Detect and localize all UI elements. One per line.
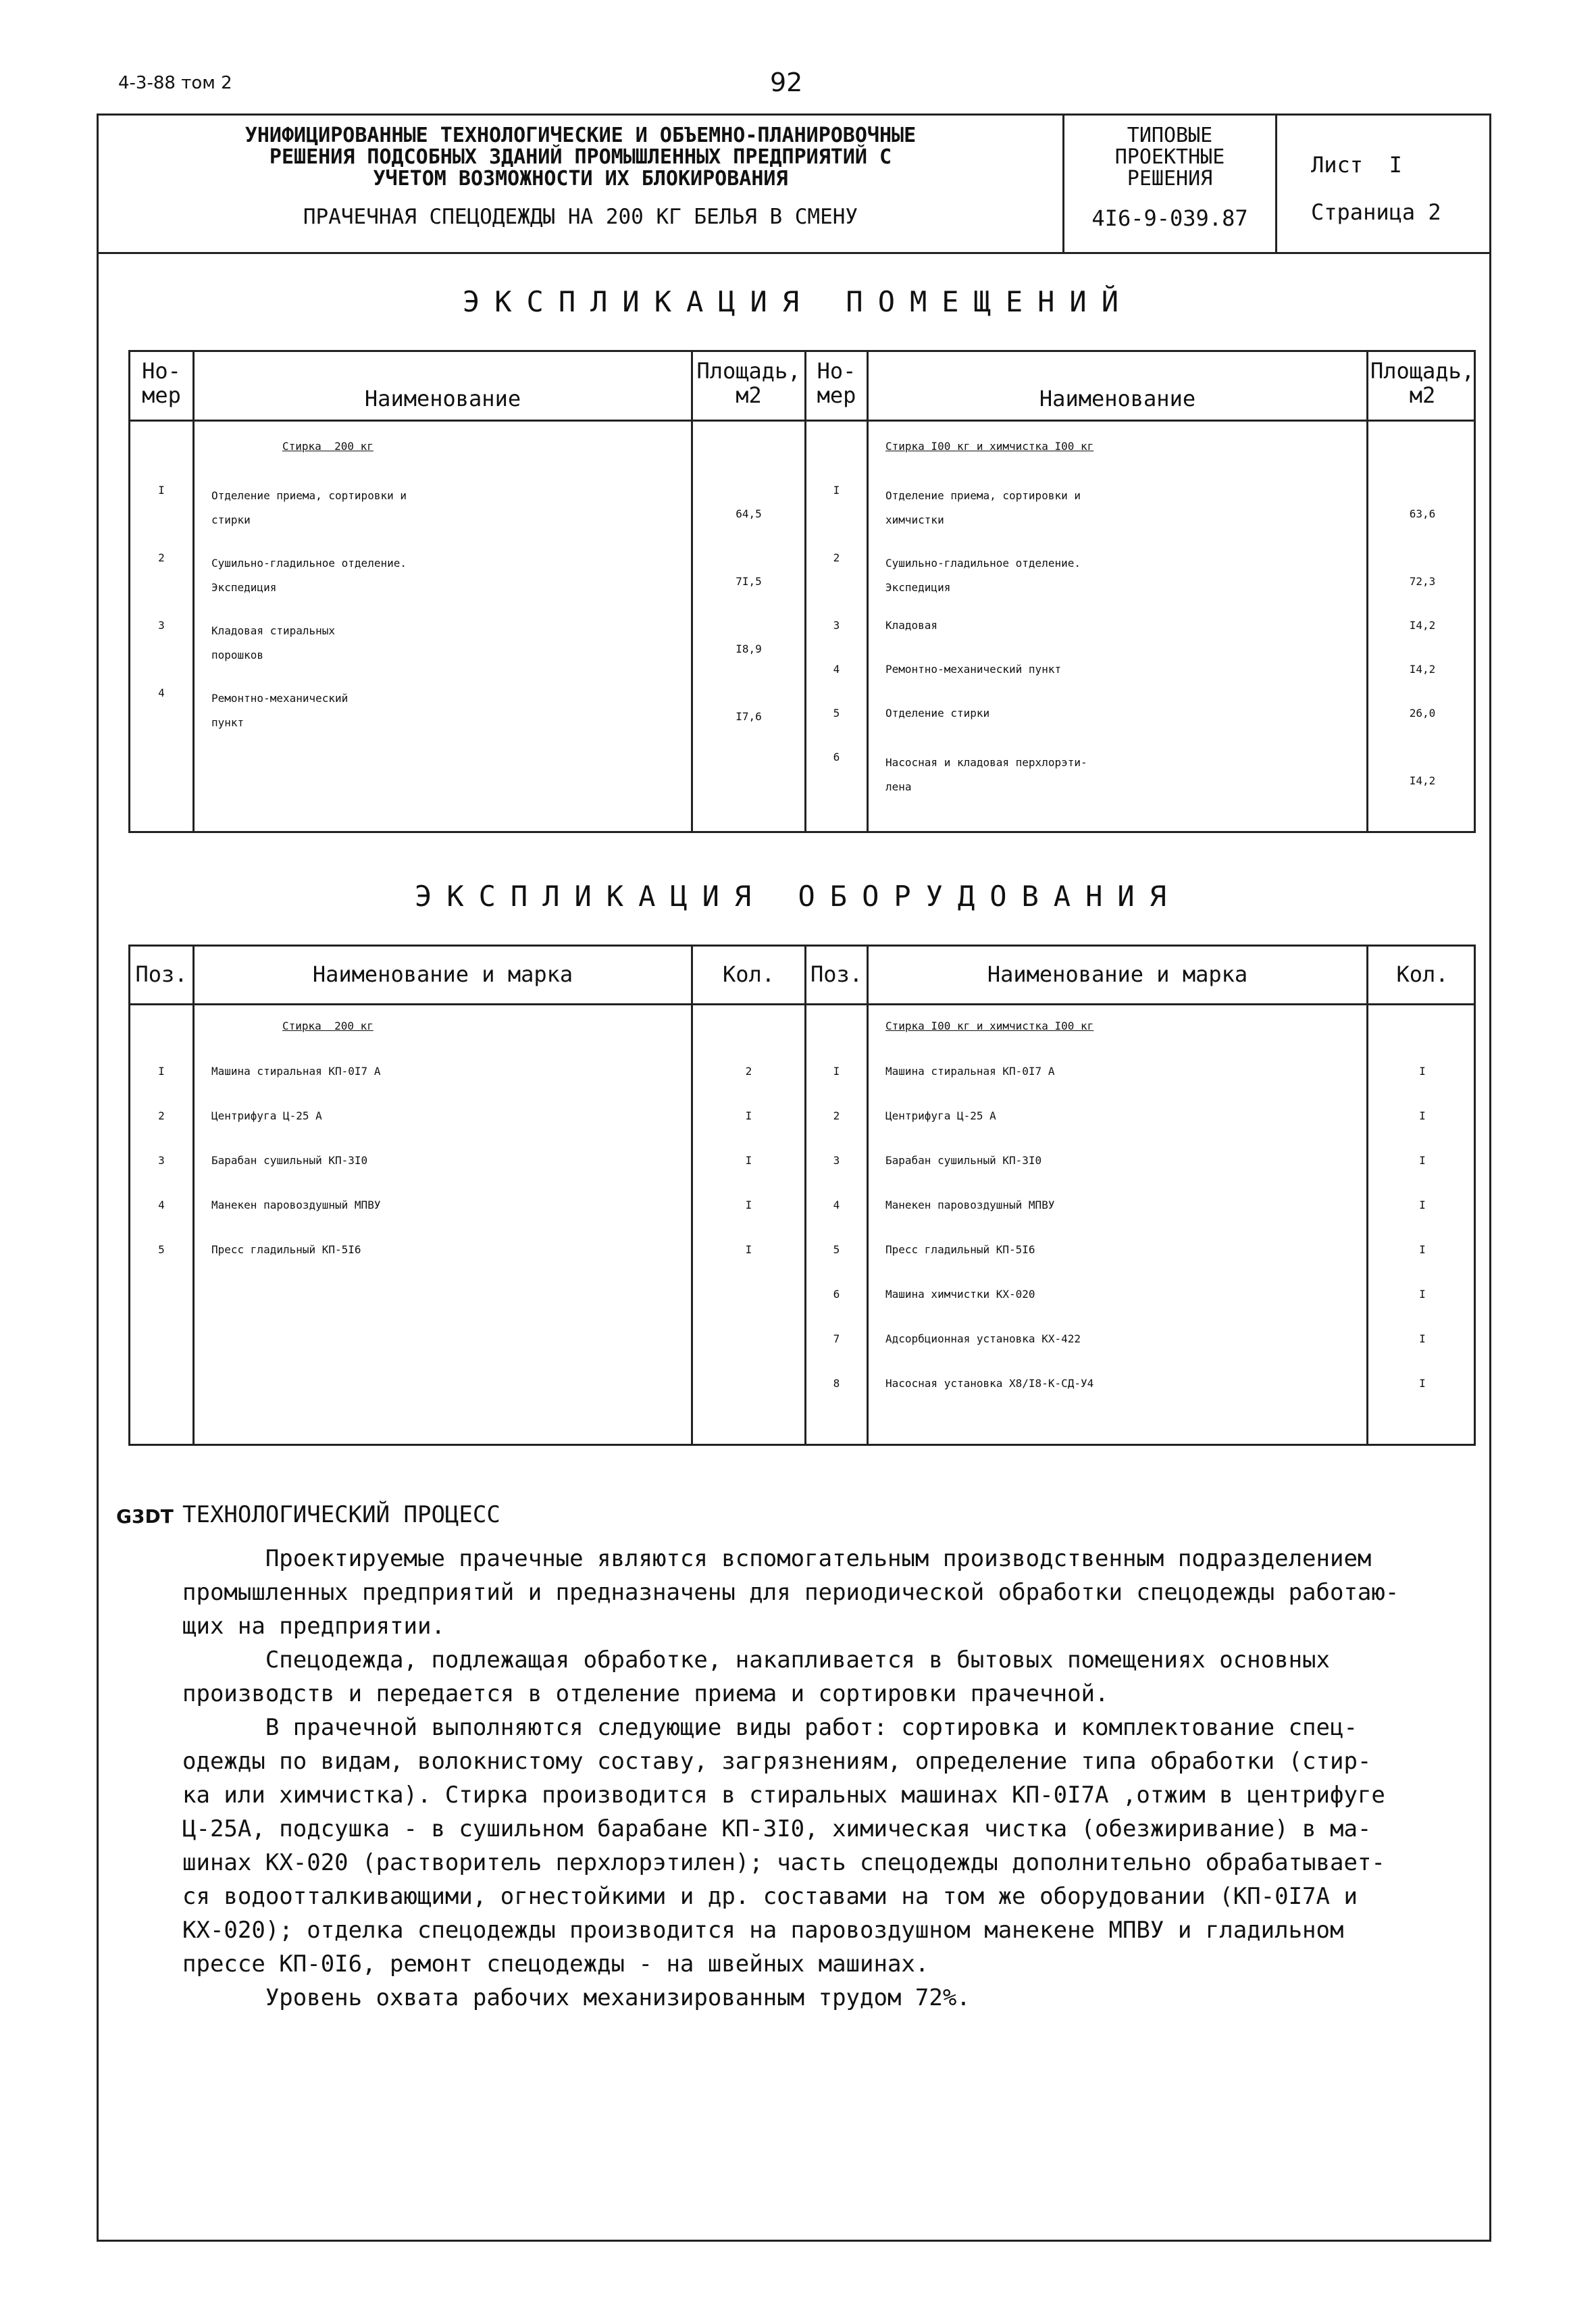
rooms-col-number: Но- мер [817, 358, 856, 408]
room-number: 2 [833, 551, 840, 564]
equipment-qty: I [1419, 1332, 1426, 1345]
room-number: I [833, 484, 840, 497]
equipment-left-group: Стирка 200 кг [282, 1020, 374, 1032]
title-block-type [1064, 116, 1277, 252]
room-name: Насосная и кладовая перхлорэти- лена [885, 756, 1087, 793]
rooms-col-area: Площадь, м2 [1370, 358, 1475, 408]
text-line: производств и передается в отделение приема и сортировки прачечной. [182, 1680, 1109, 1707]
room-area: I4,2 [1409, 663, 1436, 676]
room-name: Кладовая стиральных порошков [211, 624, 336, 661]
room-number: 4 [833, 663, 840, 676]
equipment-name: Машина стиральная КП-0I7 А [885, 1065, 1055, 1078]
equipment-qty: I [1419, 1243, 1426, 1256]
text-line: КХ-020); отделка спецодежды производится на паровоздушном манекене МПВУ и гладильном [182, 1917, 1344, 1944]
equipment-qty: I [745, 1109, 752, 1122]
equipment-pos: 2 [833, 1109, 840, 1122]
type-line: ТИПОВЫЕ [1127, 124, 1213, 147]
text-line: В прачечной выполняются следующие виды работ: сортировка и комплектование спец- [182, 1714, 1358, 1741]
equipment-qty: I [1419, 1109, 1426, 1122]
room-name: Сушильно-гладильное отделение. Экспедиция [211, 557, 407, 594]
text-line: Уровень охвата рабочих механизированным трудом 72%. [182, 1984, 971, 2011]
equipment-col-name: Наименование и марка [312, 961, 573, 987]
equipment-pos: I [158, 1065, 165, 1078]
text-line: прессе КП-0I6, ремонт спецодежды - на швейных машинах. [182, 1951, 929, 1978]
equipment-name: Центрифуга Ц-25 А [211, 1109, 322, 1122]
room-name: Ремонтно-механический пункт [211, 692, 349, 729]
room-area: I4,2 [1409, 619, 1436, 632]
equipment-pos: 4 [833, 1199, 840, 1211]
room-area: I8,9 [736, 643, 762, 655]
equipment-pos: 3 [833, 1154, 840, 1167]
equipment-qty: I [1419, 1154, 1426, 1167]
text-line: Проектируемые прачечные являются вспомогательным производственным подразделением [182, 1545, 1372, 1572]
room-area: 7I,5 [736, 575, 762, 588]
equipment-pos: I [833, 1065, 840, 1078]
equipment-qty: I [745, 1243, 752, 1256]
equipment-pos: 4 [158, 1199, 165, 1211]
text-line: ка или химчистка). Стирка производится в стиральных машинах КП-0I7А ,отжим в центрифуге [182, 1782, 1385, 1809]
equipment-pos: 7 [833, 1332, 840, 1345]
rooms-col-number: Но- мер [142, 358, 181, 408]
equipment-name: Барабан сушильный КП-3I0 [211, 1154, 368, 1167]
rooms-left-group: Стирка 200 кг [282, 440, 374, 453]
room-area: 63,6 [1409, 507, 1436, 520]
equipment-qty: 2 [745, 1065, 752, 1078]
text-line: ся водоотталкивающими, огнестойкими и др. составами на том же оборудовании (КП-0I7А и [182, 1883, 1358, 1910]
equipment-right-group: Стирка I00 кг и химчистка I00 кг [885, 1020, 1094, 1032]
equipment-name: Машина химчистки КХ-020 [885, 1288, 1035, 1301]
equipment-col-qty: Кол. [722, 961, 775, 987]
process-heading: ТЕХНОЛОГИЧЕСКИЙ ПРОЦЕСС [182, 1501, 500, 1528]
room-name: Сушильно-гладильное отделение. Экспедиция [885, 557, 1081, 594]
equipment-qty: I [1419, 1065, 1426, 1078]
rooms-col-area: Площадь, м2 [696, 358, 801, 408]
room-number: 2 [158, 551, 165, 564]
room-number: 4 [158, 686, 165, 699]
equipment-section-title: ЭКСПЛИКАЦИЯ ОБОРУДОВАНИЯ [415, 880, 1181, 913]
equipment-qty: I [1419, 1288, 1426, 1301]
room-number: 3 [833, 619, 840, 632]
title-block [97, 114, 1491, 254]
type-line: РЕШЕНИЯ [1127, 167, 1213, 191]
document-subtitle: ПРАЧЕЧНАЯ СПЕЦОДЕЖДЫ НА 200 КГ БЕЛЬЯ В СМЕНУ [303, 205, 858, 229]
room-area: I4,2 [1409, 774, 1436, 787]
equipment-name: Машина стиральная КП-0I7 А [211, 1065, 381, 1078]
type-line: ПРОЕКТНЫЕ [1114, 145, 1225, 169]
equipment-name: Барабан сушильный КП-3I0 [885, 1154, 1042, 1167]
text-line: промышленных предприятий и предназначены для периодической обработки спецодежды работаю- [182, 1579, 1399, 1606]
equipment-name: Манекен паровоздушный МПВУ [211, 1199, 381, 1211]
title-line: РЕШЕНИЯ ПОДСОБНЫХ ЗДАНИЙ ПРОМЫШЛЕННЫХ ПРЕДПРИЯТИЙ С [269, 145, 892, 169]
equipment-table [128, 945, 1476, 1446]
equipment-name: Пресс гладильный КП-5I6 [211, 1243, 361, 1256]
text-line: Ц-25А, подсушка - в сушильном барабане КП-3I0, химическая чистка (обезжиривание) в ма- [182, 1815, 1372, 1842]
page-label: Страница 2 [1311, 199, 1441, 225]
room-name: Отделение приема, сортировки и стирки [211, 489, 407, 526]
equipment-col-qty: Кол. [1396, 961, 1449, 987]
equipment-qty: I [1419, 1377, 1426, 1390]
title-line: УНИФИЦИРОВАННЫЕ ТЕХНОЛОГИЧЕСКИЕ И ОБЪЕМНО-ПЛАНИРОВОЧНЫЕ [244, 124, 917, 147]
equipment-qty: I [745, 1199, 752, 1211]
equipment-name: Адсорбционная установка КХ-422 [885, 1332, 1081, 1345]
equipment-name: Центрифуга Ц-25 А [885, 1109, 996, 1122]
equipment-pos: 8 [833, 1377, 840, 1390]
text-line: шинах КХ-020 (растворитель перхлорэтилен); часть спецодежды дополнительно обрабатывает- [182, 1849, 1385, 1876]
equipment-pos: 5 [833, 1243, 840, 1256]
document-series-label: 4-3-88 том 2 [118, 73, 232, 93]
rooms-section-title: ЭКСПЛИКАЦИЯ ПОМЕЩЕНИЙ [462, 285, 1133, 318]
room-area: 64,5 [736, 507, 762, 520]
sheet-number: Лист I [1311, 152, 1402, 178]
room-name: Ремонтно-механический пункт [885, 663, 1062, 676]
text-line: одежды по видам, волокнистому составу, загрязнениям, определение типа обработки (стир- [182, 1748, 1372, 1775]
project-code: 4I6-9-039.87 [1091, 205, 1248, 231]
equipment-name: Пресс гладильный КП-5I6 [885, 1243, 1035, 1256]
equipment-pos: 6 [833, 1288, 840, 1301]
room-number: 3 [158, 619, 165, 632]
room-name: Отделение приема, сортировки и химчистки [885, 489, 1081, 526]
equipment-pos: 3 [158, 1154, 165, 1167]
room-number: I [158, 484, 165, 497]
rooms-col-name: Наименование [1039, 386, 1196, 411]
equipment-col-pos: Поз. [810, 961, 863, 987]
equipment-qty: I [1419, 1199, 1426, 1211]
room-number: 6 [833, 751, 840, 763]
process-text [182, 1542, 1445, 2015]
text-line: щих на предприятии. [182, 1613, 445, 1640]
text-line: Спецодежда, подлежащая обработке, накапливается в бытовых помещениях основных [182, 1646, 1330, 1674]
room-area: 26,0 [1409, 707, 1436, 720]
room-name: Отделение стирки [885, 707, 990, 720]
equipment-col-name: Наименование и марка [987, 961, 1248, 987]
equipment-name: Манекен паровоздушный МПВУ [885, 1199, 1055, 1211]
archive-stamp: G3DT [116, 1505, 174, 1528]
room-number: 5 [833, 707, 840, 720]
equipment-qty: I [745, 1154, 752, 1167]
equipment-pos: 2 [158, 1109, 165, 1122]
rooms-col-name: Наименование [364, 386, 521, 411]
title-line: УЧЕТОМ ВОЗМОЖНОСТИ ИХ БЛОКИРОВАНИЯ [373, 167, 788, 191]
room-area: I7,6 [736, 710, 762, 723]
rooms-right-group: Стирка I00 кг и химчистка I00 кг [885, 440, 1094, 453]
page-number: 92 [770, 68, 803, 97]
rooms-table [128, 350, 1476, 833]
room-area: 72,3 [1409, 575, 1436, 588]
title-block-description [99, 116, 1064, 252]
equipment-name: Насосная установка Х8/I8-К-СД-У4 [885, 1377, 1094, 1390]
title-block-sheet [1277, 116, 1489, 252]
equipment-col-pos: Поз. [135, 961, 188, 987]
equipment-pos: 5 [158, 1243, 165, 1256]
room-name: Кладовая [885, 619, 938, 632]
